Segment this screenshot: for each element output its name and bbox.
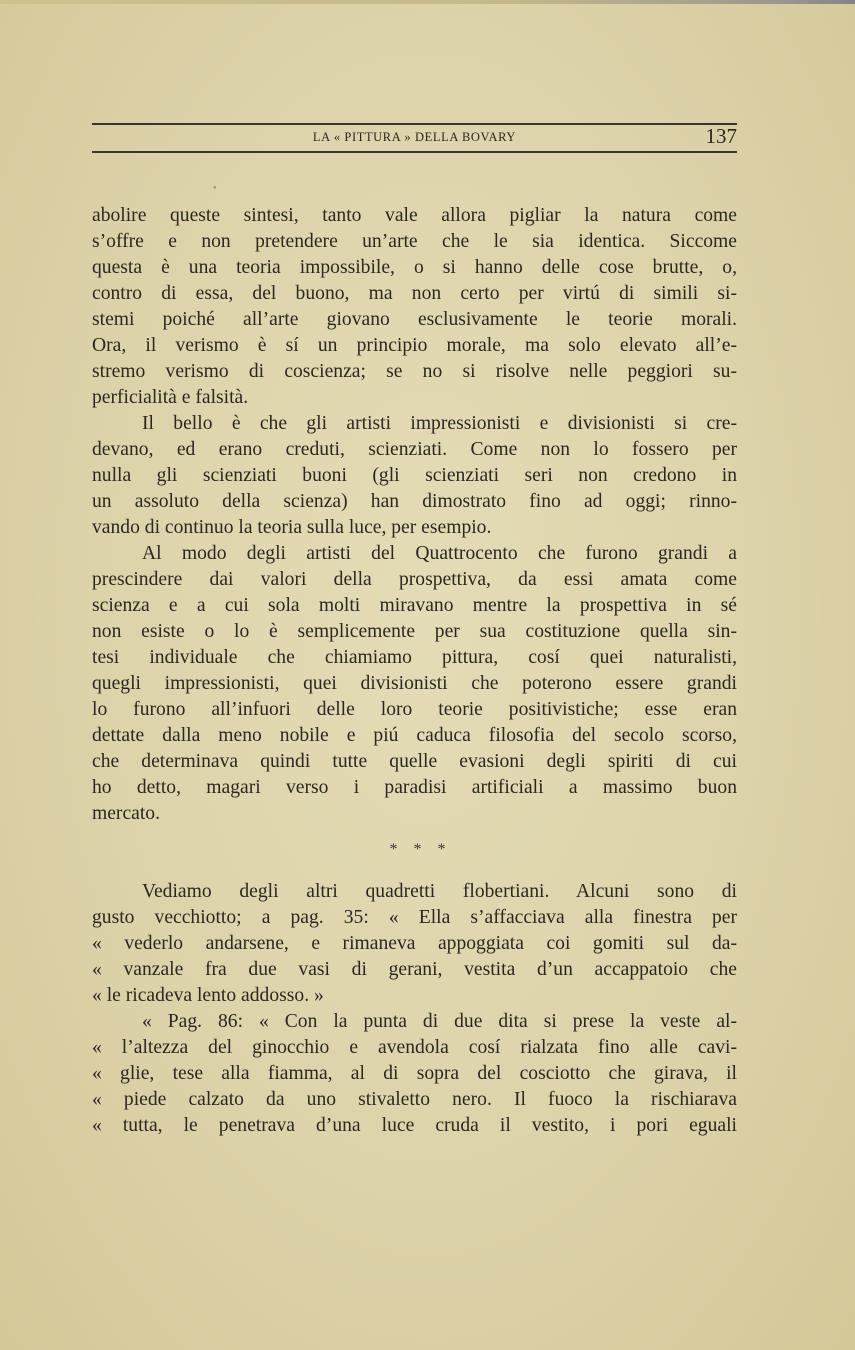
text-line: che determinava quindi tutte quelle evasioni degli spiriti di cui [92,751,737,772]
text-line: Al modo degli artisti del Quattrocento che furono grandi a [142,543,737,564]
text-line: ho detto, magari verso i paradisi artificiali a massimo buon [92,777,737,798]
text-line: « tutta, le penetrava d’una luce cruda il vestito, i pori eguali [92,1115,737,1136]
paragraph [92,203,737,411]
text-line: s’offre e non pretendere un’arte che le sia identica. Siccome [92,231,737,252]
page-number: 137 [705,124,737,148]
text-line: quegli impressionisti, quei divisionisti che poterono essere grandi [92,673,737,694]
text-line: tesi individuale che chiamiamo pittura, cosí quei naturalisti, [92,647,737,668]
body-text [92,203,737,1139]
text-line: « Pag. 86: « Con la punta di due dita si prese la veste al- [142,1011,737,1032]
text-line: nulla gli scienziati buoni (gli scienziati seri non credono in [92,465,737,486]
header-rule-bottom [92,151,737,153]
text-line: « glie, tese alla fiamma, al di sopra del cosciotto che girava, il [92,1063,737,1084]
text-line: stremo verismo di coscienza; se no si risolve nelle peggiori su- [92,361,737,382]
ink-speck: • [213,183,217,194]
text-line: prescindere dai valori della prospettiva, da essi amata come [92,569,737,590]
text-line: lo furono all’infuori delle loro teorie positivistiche; esse eran [92,699,737,720]
paragraph [92,541,737,827]
paragraph [92,879,737,1009]
text-line: « vederlo andarsene, e rimaneva appoggiata coi gomiti sul da- [92,933,737,954]
text-line: « l’altezza del ginocchio e avendola cosí rialzata fino alle cavi- [92,1037,737,1058]
text-line: contro di essa, del buono, ma non certo per virtú di simili si- [92,283,737,304]
paragraph [92,411,737,541]
text-line: perficialità e falsità. [92,387,249,408]
text-line: vando di continuo la teoria sulla luce, per esempio. [92,517,492,538]
text-line: devano, ed erano creduti, scienziati. Come non lo fossero per [92,439,737,460]
text-line: Il bello è che gli artisti impressionisti e divisionisti si cre- [142,413,737,434]
text-line: mercato. [92,803,160,824]
text-line: scienza e a cui sola molti miravano mentre la prospettiva in sé [92,595,737,616]
section-break: * * * [389,841,452,858]
text-line: dettate dalla meno nobile e piú caduca filosofia del secolo scorso, [92,725,737,746]
text-line: un assoluto della scienza) han dimostrato fino ad oggi; rinno- [92,491,737,512]
text-line: « piede calzato da uno stivaletto nero. Il fuoco la rischiarava [92,1089,737,1110]
text-line: « le ricadeva lento addosso. » [92,985,324,1006]
text-line: Ora, il verismo è sí un principio morale, ma solo elevato all’e- [92,335,737,356]
text-line: questa è una teoria impossibile, o si hanno delle cose brutte, o, [92,257,737,278]
page-top-edge [0,0,855,4]
running-header [92,121,737,153]
text-line: Vediamo degli altri quadretti flobertiani. Alcuni sono di [142,881,737,902]
text-line: abolire queste sintesi, tanto vale allora pigliar la natura come [92,205,737,226]
header-rule-top [92,123,737,125]
text-line: « vanzale fra due vasi di gerani, vestita d’un accappatoio che [92,959,737,980]
running-title: LA « PITTURA » DELLA BOVARY [312,130,517,144]
paragraph [92,1009,737,1139]
text-line: gusto vecchiotto; a pag. 35: « Ella s’affacciava alla finestra per [92,907,737,928]
text-line: non esiste o lo è semplicemente per sua costituzione quella sin- [92,621,737,642]
text-line: stemi poiché all’arte giovano esclusivamente le teorie morali. [92,309,737,330]
